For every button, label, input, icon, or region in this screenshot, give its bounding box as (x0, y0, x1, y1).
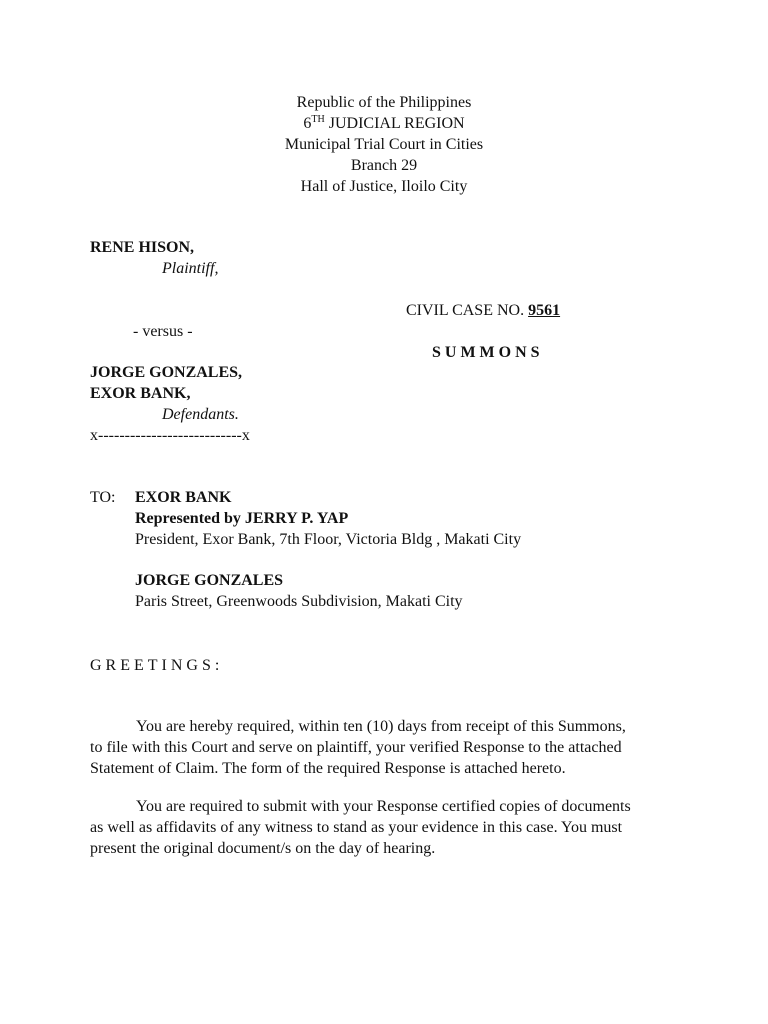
addressee-1-address: President, Exor Bank, 7th Floor, Victoria Bldg , Makati City (135, 531, 522, 548)
paragraph-1-line-1: You are hereby required, within ten (10) days from receipt of this Summons, (136, 718, 626, 735)
civil-case-line (406, 302, 560, 320)
judicial-region-line (0, 113, 768, 134)
region-number: 6 (303, 115, 312, 132)
court-header (0, 92, 768, 197)
document-title: SUMMONS (432, 344, 544, 361)
defendant-name-2: EXOR BANK, (90, 385, 191, 402)
defendant-role: Defendants. (162, 406, 239, 423)
caption-separator: x---------------------------x (90, 427, 250, 444)
defendant-name-1: JORGE GONZALES, (90, 364, 243, 381)
region-ordinal-suffix: TH (311, 114, 325, 125)
paragraph-2-line-2: as well as affidavits of any witness to stand as your evidence in this case. You must (90, 819, 623, 836)
republic-line: Republic of the Philippines (296, 94, 472, 111)
court-name-line: Municipal Trial Court in Cities (284, 136, 484, 153)
branch-line: Branch 29 (350, 157, 418, 174)
region-text: JUDICIAL REGION (324, 115, 465, 132)
addressee-2-address: Paris Street, Greenwoods Subdivision, Makati City (135, 593, 463, 610)
paragraph-2-line-1: You are required to submit with your Response certified copies of documents (136, 798, 631, 815)
addressee-1-representative: Represented by JERRY P. YAP (135, 510, 349, 527)
to-label: TO: (90, 489, 116, 506)
paragraph-1-line-3: Statement of Claim. The form of the required Response is attached hereto. (90, 760, 566, 777)
greetings: GREETINGS: (90, 657, 224, 674)
paragraph-1 (90, 716, 690, 779)
paragraph-2-line-3: present the original document/s on the day of hearing. (90, 840, 436, 857)
civil-case-label: CIVIL CASE NO. (406, 302, 529, 319)
paragraph-1-line-2: to file with this Court and serve on plaintiff, your verified Response to the attached (90, 739, 622, 756)
addressee-2-name: JORGE GONZALES (135, 572, 284, 589)
civil-case-number: 9561 (528, 302, 561, 319)
versus-text: - versus - (133, 323, 193, 340)
hall-of-justice-line: Hall of Justice, Iloilo City (300, 178, 468, 195)
plaintiff-role: Plaintiff, (162, 260, 219, 277)
plaintiff-name: RENE HISON, (90, 239, 195, 256)
paragraph-2 (90, 796, 690, 859)
addressee-1-name: EXOR BANK (135, 489, 232, 506)
